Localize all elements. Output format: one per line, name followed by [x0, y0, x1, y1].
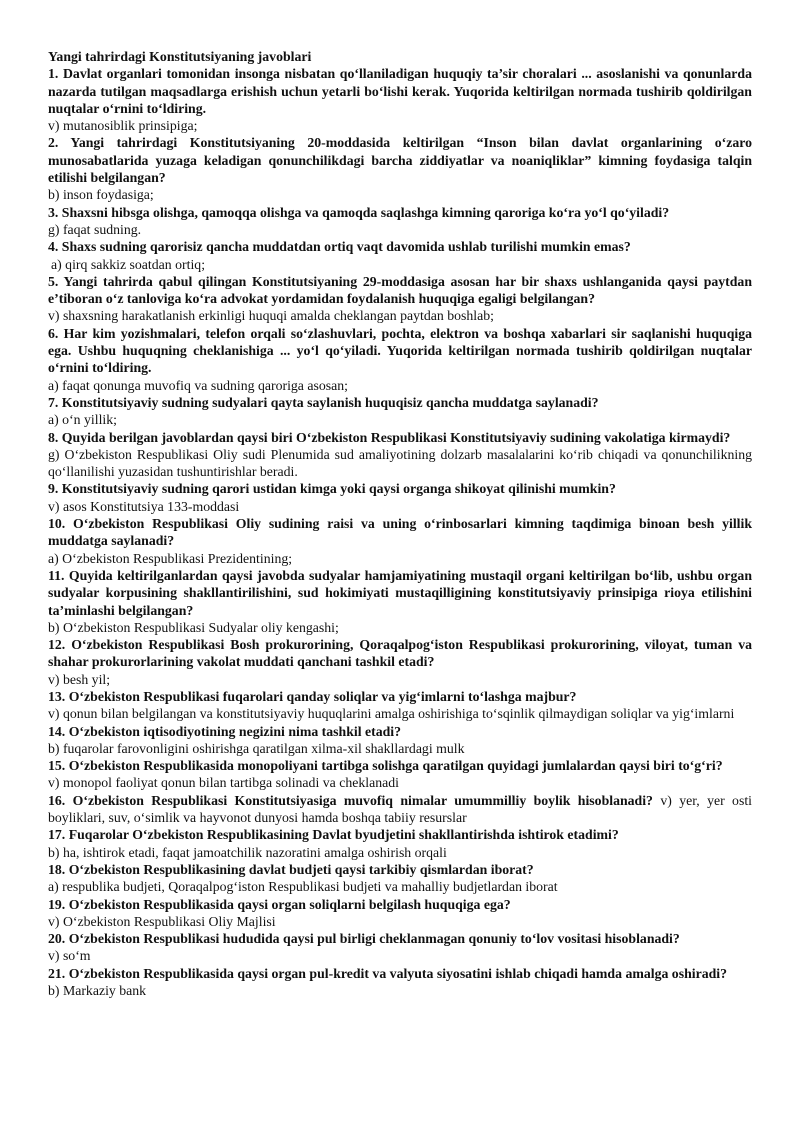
- answer-8: g) O‘zbekiston Respublikasi Oliy sudi Plenumida sud amaliyotining dolzarb masalalarini ko‘rib chiqadi va qonunchilikning qo‘llanilishi yuzasidan tushuntirishlar beradi.: [48, 446, 752, 480]
- question-20: 20. O‘zbekiston Respublikasi hududida qaysi pul birligi cheklanmagan qonuniy to‘lov vositasi hisoblanadi?: [48, 931, 680, 947]
- answer-2: b) inson foydasiga;: [48, 187, 154, 203]
- answer-19: v) O‘zbekiston Respublikasi Oliy Majlisi: [48, 913, 276, 929]
- question-1: 1. Davlat organlari tomonidan insonga nisbatan qo‘llaniladigan huquqiy ta’sir choralari ... asoslanishi va qonunlarda nazarda tutilgan maqsadlarga erishish uchun yetarli bo‘lishi kerak. Yuqorida keltirilgan normada tushirib qoldirilgan nuqtalar o‘rnini to‘ldiring.: [48, 66, 752, 116]
- answer-21: b) Markaziy bank: [48, 983, 147, 999]
- question-3: 3. Shaxsni hibsga olishga, qamoqqa olishga va qamoqda saqlashga kimning qaroriga ko‘ra yo‘l qo‘yiladi?: [48, 204, 670, 220]
- question-answer-16: [48, 792, 752, 827]
- question-11: 11. Quyida keltirilganlardan qaysi javobda sudyalar hamjamiyatining mustaqil organi keltirilgan bo‘lib, ushbu organ sudyalar korpusining shakllantirilishini, sud hokimiyati mustaqilligining konstitutsiyaviy prinsipiga rioya etilishini ta’minlashi belgilangan?: [48, 567, 752, 618]
- answer-7: a) o‘n yillik;: [48, 412, 117, 428]
- question-14: 14. O‘zbekiston iqtisodiyotining negizini nima tashkil etadi?: [48, 723, 402, 739]
- question-21: 21. O‘zbekiston Respublikasida qaysi organ pul-kredit va valyuta siyosatini ishlab chiqadi hamda amalga oshiradi?: [48, 965, 728, 981]
- question-13: 13. O‘zbekiston Respublikasi fuqarolari qanday soliqlar va yig‘imlarni to‘lashga majbur?: [48, 688, 577, 704]
- answer-11: b) O‘zbekiston Respublikasi Sudyalar oliy kengashi;: [48, 619, 339, 635]
- answer-16: v) yer, yer osti boyliklari, suv, o‘simlik va hayvonot dunyosi hamda boshqa tabiiy resurslar: [48, 792, 752, 826]
- question-7: 7. Konstitutsiyaviy sudning sudyalari qayta saylanish huquqisiz qancha muddatga saylanadi?: [48, 394, 599, 410]
- answer-4: a) qirq sakkiz soatdan ortiq;: [51, 256, 206, 272]
- answer-18: a) respublika budjeti, Qoraqalpog‘iston Respublikasi budjeti va mahalliy budjetlardan iborat: [48, 879, 558, 895]
- answer-15: v) monopol faoliyat qonun bilan tartibga solinadi va cheklanadi: [48, 775, 399, 791]
- answer-1: v) mutanosiblik prinsipiga;: [48, 118, 198, 134]
- answer-17: b) ha, ishtirok etadi, faqat jamoatchilik nazoratini amalga oshirish orqali: [48, 844, 447, 860]
- question-8: 8. Quyida berilgan javoblardan qaysi biri O‘zbekiston Respublikasi Konstitutsiyaviy sudining vakolatiga kirmaydi?: [48, 429, 731, 445]
- question-17: 17. Fuqarolar O‘zbekiston Respublikasining Davlat byudjetini shakllantirishda ishtirok etadimi?: [48, 827, 619, 843]
- answer-13: v) qonun bilan belgilangan va konstitutsiyaviy huquqlarini amalga oshirishiga to‘sqinlik qilmaydigan soliqlar va yig‘imlarni: [48, 706, 735, 722]
- answer-6: a) faqat qonunga muvofiq va sudning qaroriga asosan;: [48, 377, 349, 393]
- answer-20: v) so‘m: [48, 948, 91, 964]
- answer-5: v) shaxsning harakatlanish erkinligi huquqi amalda cheklangan paytdan boshlab;: [48, 308, 494, 324]
- question-5: 5. Yangi tahrirda qabul qilingan Konstitutsiyaning 29-moddasiga asosan har bir shaxs ushlanganida qaysi paytdan e’tiboran o‘z tanloviga ko‘ra advokat yordamidan foydalanish huquqiga egaligi belgilangan?: [48, 273, 752, 307]
- question-16: 16. O‘zbekiston Respublikasi Konstitutsiyasiga muvofiq nimalar umummilliy boylik hisoblanadi?: [48, 792, 653, 808]
- answer-3: g) faqat sudning.: [48, 221, 142, 237]
- answer-12: v) besh yil;: [48, 671, 111, 687]
- question-10: 10. O‘zbekiston Respublikasi Oliy sudining raisi va uning o‘rinbosarlari kimning taqdimiga binoan besh yillik muddatga saylanadi?: [48, 516, 752, 549]
- answer-14: b) fuqarolar farovonligini oshirishga qaratilgan xilma-xil shakllardagi mulk: [48, 740, 465, 756]
- question-6: 6. Har kim yozishmalari, telefon orqali so‘zlashuvlari, pochta, elektron va boshqa xabarlari sir saqlanishi huquqiga ega. Ushbu huquqning cheklanishiga ... yo‘l qo‘yiladi. Yuqorida keltirilgan normada tushirib qoldirilgan nuqtalar o‘rnini to‘ldiring.: [48, 325, 752, 376]
- answer-9: v) asos Konstitutsiya 133-moddasi: [48, 498, 240, 514]
- question-4: 4. Shaxs sudning qarorisiz qancha muddatdan ortiq vaqt davomida ushlab turilishi mumkin emas?: [48, 239, 631, 255]
- question-15: 15. O‘zbekiston Respublikasida monopoliyani tartibga solishga qaratilgan quyidagi jumlalardan qaysi biri to‘g‘ri?: [48, 758, 723, 774]
- question-19: 19. O‘zbekiston Respublikasida qaysi organ soliqlarni belgilash huquqiga ega?: [48, 896, 511, 912]
- answer-10: a) O‘zbekiston Respublikasi Prezidentining;: [48, 550, 293, 566]
- question-9: 9. Konstitutsiyaviy sudning qarori ustidan kimga yoki qaysi organga shikoyat qilinishi mumkin?: [48, 481, 616, 497]
- question-2: 2. Yangi tahrirdagi Konstitutsiyaning 20-moddasida keltirilgan “Inson bilan davlat organlarining o‘zaro munosabatlarida yuzaga keladigan qonunchilikdagi barcha ziddiyatlar va noaniqliklar” kimning foydasiga talqin etilishi belgilangan?: [48, 135, 752, 186]
- question-12: 12. O‘zbekiston Respublikasi Bosh prokurorining, Qoraqalpog‘iston Respublikasi prokurorining, viloyat, tuman va shahar prokurorlarining vakolat muddati qanchani tashkil etadi?: [48, 637, 752, 670]
- question-18: 18. O‘zbekiston Respublikasining davlat budjeti qaysi tarkibiy qismlardan iborat?: [48, 861, 534, 877]
- document-title: Yangi tahrirdagi Konstitutsiyaning javoblari: [48, 49, 312, 64]
